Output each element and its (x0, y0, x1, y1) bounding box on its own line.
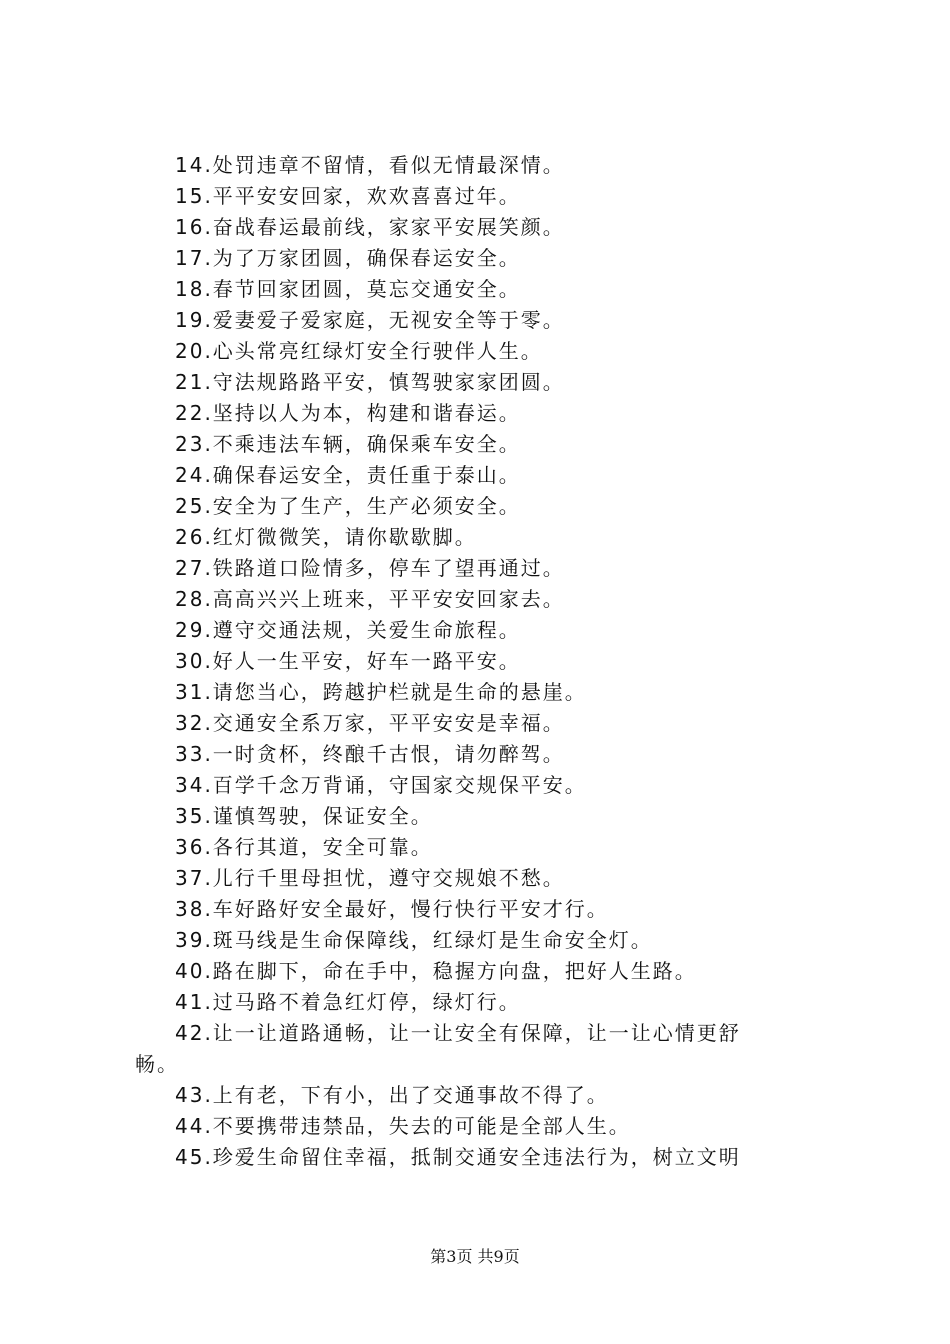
list-item: 23.不乘违法车辆，确保乘车安全。 (175, 432, 521, 456)
page-footer (0, 1244, 950, 1267)
list-item: 28.高高兴兴上班来，平平安安回家去。 (175, 587, 565, 611)
list-item: 14.处罚违章不留情，看似无情最深情。 (175, 153, 565, 177)
list-item: 38.车好路好安全最好，慢行快行平安才行。 (175, 897, 609, 921)
list-item: 37.儿行千里母担忧，遵守交规娘不愁。 (175, 866, 565, 890)
list-item: 30.好人一生平安，好车一路平安。 (175, 649, 521, 673)
list-item: 29.遵守交通法规，关爱生命旅程。 (175, 618, 521, 642)
list-item: 43.上有老，下有小，出了交通事故不得了。 (175, 1083, 609, 1107)
list-item: 27.铁路道口险情多，停车了望再通过。 (175, 556, 565, 580)
list-item: 20.心头常亮红绿灯安全行驶伴人生。 (175, 339, 543, 363)
list-item: 31.请您当心，跨越护栏就是生命的悬崖。 (175, 680, 587, 704)
list-item: 39.斑马线是生命保障线，红绿灯是生命安全灯。 (175, 928, 653, 952)
list-item: 33.一时贪杯，终酿千古恨，请勿醉驾。 (175, 742, 565, 766)
list-item: 26.红灯微微笑，请你歇歇脚。 (175, 525, 477, 549)
list-item: 17.为了万家团圆，确保春运安全。 (175, 246, 521, 270)
list-item: 19.爱妻爱子爱家庭，无视安全等于零。 (175, 308, 565, 332)
list-item: 21.守法规路路平安，慎驾驶家家团圆。 (175, 370, 565, 394)
list-item: 40.路在脚下，命在手中，稳握方向盘，把好人生路。 (175, 959, 697, 983)
list-item: 25.安全为了生产，生产必须安全。 (175, 494, 521, 518)
list-item: 35.谨慎驾驶，保证安全。 (175, 804, 433, 828)
list-item: 36.各行其道，安全可靠。 (175, 835, 433, 859)
list-item-continuation: 畅。 (135, 1052, 179, 1076)
page-number-label: 第3页 共9页 (430, 1247, 520, 1266)
list-item: 41.过马路不着急红灯停，绿灯行。 (175, 990, 521, 1014)
list-item: 15.平平安安回家，欢欢喜喜过年。 (175, 184, 521, 208)
list-item: 32.交通安全系万家，平平安安是幸福。 (175, 711, 565, 735)
list-item: 18.春节回家团圆，莫忘交通安全。 (175, 277, 521, 301)
slogan-list (135, 150, 835, 1173)
list-item: 16.奋战春运最前线，家家平安展笑颜。 (175, 215, 565, 239)
list-item: 42.让一让道路通畅，让一让安全有保障，让一让心情更舒 (175, 1021, 741, 1045)
list-item: 22.坚持以人为本，构建和谐春运。 (175, 401, 521, 425)
list-item: 34.百学千念万背诵，守国家交规保平安。 (175, 773, 587, 797)
list-item: 45.珍爱生命留住幸福，抵制交通安全违法行为，树立文明 (175, 1145, 741, 1169)
list-item: 24.确保春运安全，责任重于泰山。 (175, 463, 521, 487)
list-item: 44.不要携带违禁品，失去的可能是全部人生。 (175, 1114, 631, 1138)
